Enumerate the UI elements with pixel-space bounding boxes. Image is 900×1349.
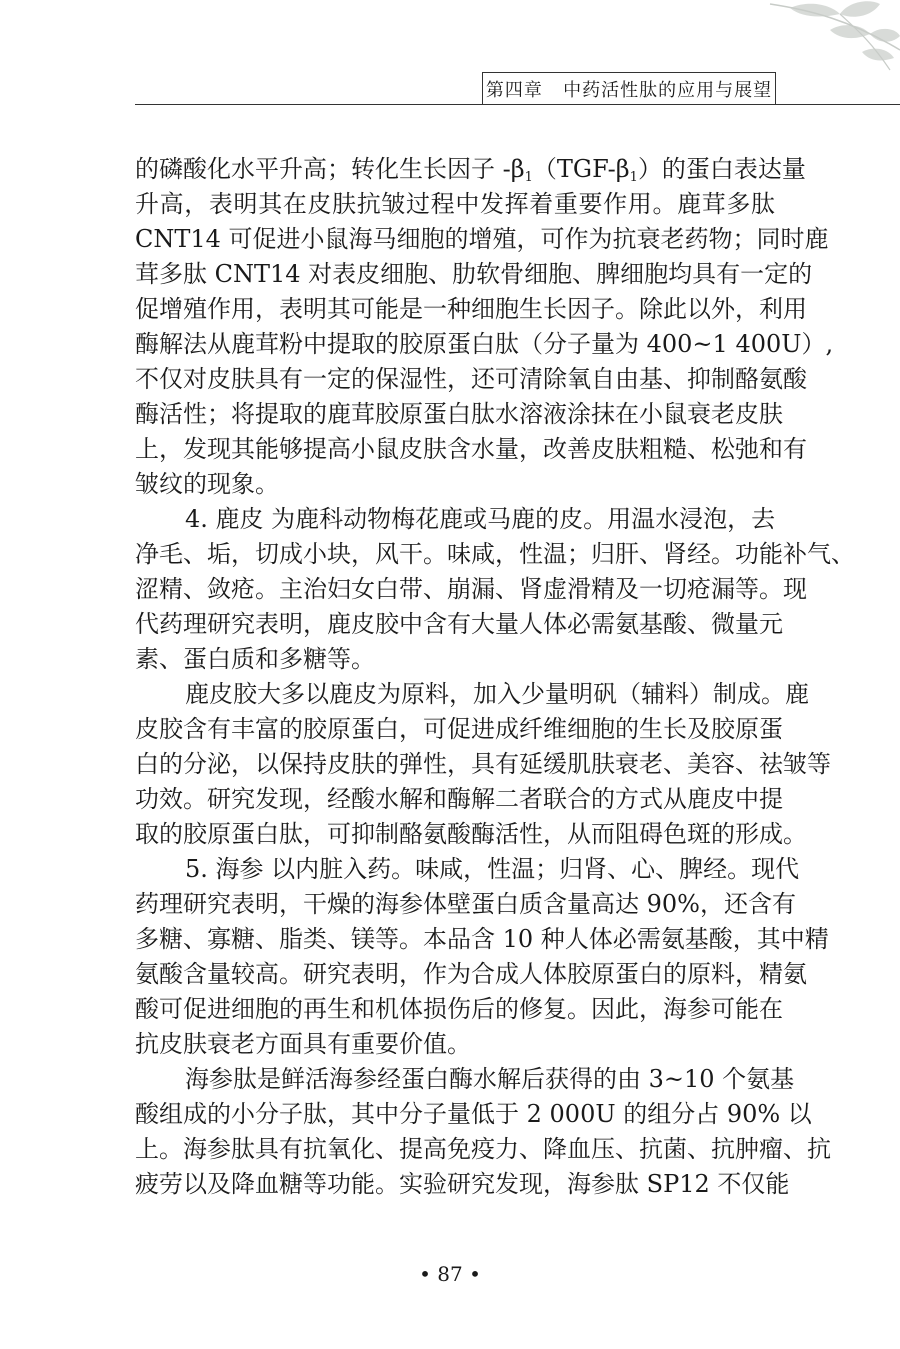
text-line: 茸多肽 CNT14 对表皮细胞、肋软骨细胞、脾细胞均具有一定的 <box>135 260 813 288</box>
text-line: 抗皮肤衰老方面具有重要价值。 <box>135 1030 471 1058</box>
text-line: 功效。研究发现，经酸水解和酶解二者联合的方式从鹿皮中提 <box>135 785 783 813</box>
text-line: 不仅对皮肤具有一定的保湿性，还可清除氧自由基、抑制酪氨酸 <box>135 365 807 393</box>
text-line: 皮胶含有丰富的胶原蛋白，可促进成纤维细胞的生长及胶原蛋 <box>135 715 783 743</box>
text-line: 涩精、敛疮。主治妇女白带、崩漏、肾虚滑精及一切疮漏等。现 <box>135 575 807 603</box>
text-line: 皱纹的现象。 <box>135 470 279 498</box>
text-line: 酸可促进细胞的再生和机体损伤后的修复。因此，海参可能在 <box>135 995 783 1023</box>
text-line: 海参肽是鲜活海参经蛋白酶水解后获得的由 3~10 个氨基 <box>185 1065 795 1093</box>
text-line: 代药理研究表明，鹿皮胶中含有大量人体必需氨基酸、微量元 <box>135 610 783 638</box>
text-line: 疲劳以及降血糖等功能。实验研究发现，海参肽 SP12 不仅能 <box>135 1170 790 1198</box>
text-line: 取的胶原蛋白肽，可抑制酪氨酸酶活性，从而阻碍色斑的形成。 <box>135 820 807 848</box>
text-line: CNT14 可促进小鼠海马细胞的增殖，可作为抗衰老药物；同时鹿 <box>135 225 829 253</box>
leaf-decoration <box>730 0 900 80</box>
text-line: 促增殖作用，表明其可能是一种细胞生长因子。除此以外，利用 <box>135 295 807 323</box>
text-line: 升高，表明其在皮肤抗皱过程中发挥着重要作用。鹿茸多肽 <box>135 190 775 218</box>
text-line: 白的分泌，以保持皮肤的弹性，具有延缓肌肤衰老、美容、祛皱等 <box>135 750 831 778</box>
page-number: • 87 • <box>419 1262 481 1286</box>
chapter-title: 第四章 中药活性肽的应用与展望 <box>485 79 773 101</box>
text-line: 酶解法从鹿茸粉中提取的胶原蛋白肽（分子量为 400~1 400U）, <box>135 330 834 358</box>
text-line: 酸组成的小分子肽，其中分子量低于 2 000U 的组分占 90% 以 <box>135 1100 812 1128</box>
running-header <box>482 72 776 104</box>
text-line: 的磷酸化水平升高；转化生长因子 $-\beta_1(TGF-\beta_1)$的蛋白表达量 <box>135 155 806 185</box>
text-line: 上，发现其能够提高小鼠皮肤含水量，改善皮肤粗糙、松弛和有 <box>135 435 807 463</box>
text-line: 氨酸含量较高。研究表明，作为合成人体胶原蛋白的原料，精氨 <box>135 960 807 988</box>
body-text <box>135 152 855 1202</box>
text-line: 素、蛋白质和多糖等。 <box>135 645 375 673</box>
text-line: 多糖、寡糖、脂类、镁等。本品含 10 种人体必需氨基酸，其中精 <box>135 925 829 953</box>
text-line: 4. 鹿皮 为鹿科动物梅花鹿或马鹿的皮。用温水浸泡，去 <box>185 505 776 533</box>
header-rule <box>135 104 900 105</box>
text-line: 净毛、垢，切成小块，风干。味咸，性温；归肝、肾经。功能补气、 <box>135 540 855 568</box>
text-line: 酶活性；将提取的鹿茸胶原蛋白肽水溶液涂抹在小鼠衰老皮肤 <box>135 400 783 428</box>
text-line: 5. 海参 以内脏入药。味咸，性温；归肾、心、脾经。现代 <box>185 855 800 883</box>
text-line: 上。海参肽具有抗氧化、提高免疫力、降血压、抗菌、抗肿瘤、抗 <box>135 1135 831 1163</box>
text-line: 鹿皮胶大多以鹿皮为原料，加入少量明矾（辅料）制成。鹿 <box>185 680 809 708</box>
text-line: 药理研究表明，干燥的海参体壁蛋白质含量高达 90%，还含有 <box>135 890 796 918</box>
